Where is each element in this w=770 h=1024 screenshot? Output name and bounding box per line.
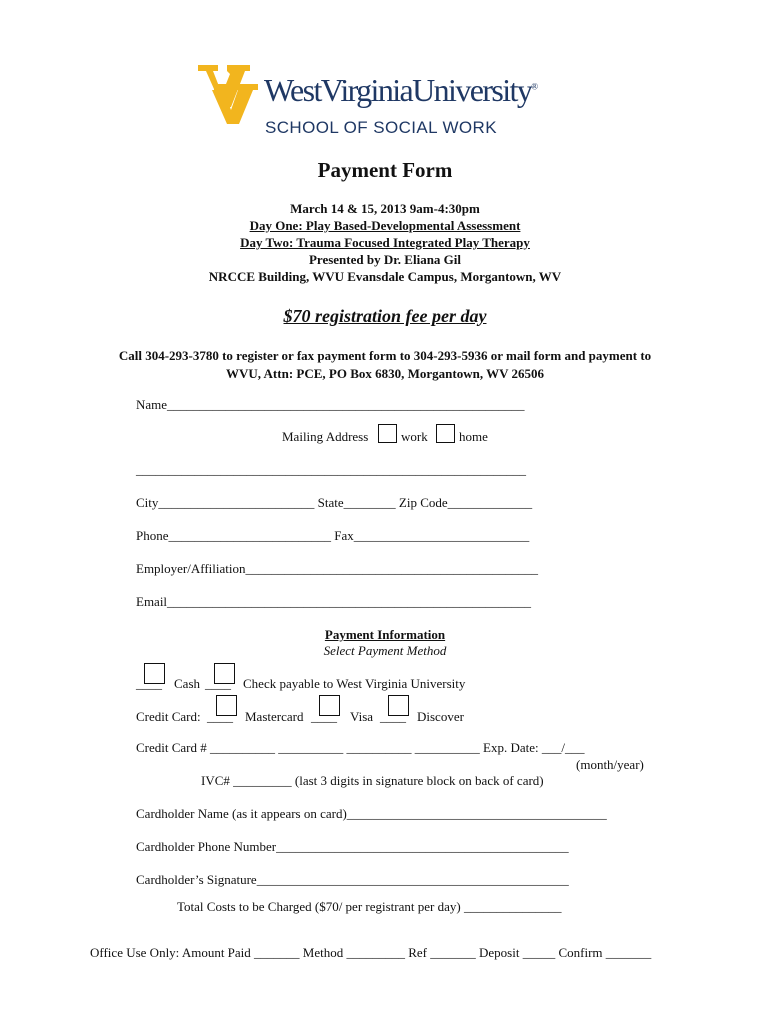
ivc-field[interactable]: IVC# _________ (last 3 digits in signature block on back of card) bbox=[201, 773, 544, 788]
cash-label: Cash bbox=[174, 676, 200, 691]
payment-subheading: Select Payment Method bbox=[323, 643, 447, 658]
visa-blank: ____ bbox=[311, 709, 337, 724]
contact-line-2: WVU, Attn: PCE, PO Box 6830, Morgantown, WV 26506 bbox=[225, 366, 545, 381]
registration-fee: $70 registration fee per day bbox=[283, 306, 487, 326]
event-day-two: Day Two: Trauma Focused Integrated Play Therapy bbox=[240, 235, 530, 250]
event-location: NRCCE Building, WVU Evansdale Campus, Morgantown, WV bbox=[208, 269, 562, 284]
check-label: Check payable to West Virginia University bbox=[243, 676, 466, 691]
wvu-wordmark: WestVirginiaUniversity® bbox=[264, 72, 539, 108]
event-dates: March 14 & 15, 2013 9am-4:30pm bbox=[290, 201, 480, 216]
cardholder-name-field[interactable]: Cardholder Name (as it appears on card)________________________________________ bbox=[136, 806, 607, 821]
mailing-address-label: Mailing Address bbox=[282, 429, 369, 444]
credit-card-label: Credit Card: bbox=[136, 709, 201, 724]
address-field[interactable]: ____________________________________________________________ bbox=[136, 462, 526, 477]
home-address-checkbox[interactable] bbox=[436, 424, 455, 443]
card-number-field[interactable]: Credit Card # __________ __________ __________ __________ Exp. Date: ___/___ bbox=[136, 740, 585, 755]
wvu-flying-wv-logo-icon bbox=[198, 62, 264, 124]
payment-heading: Payment Information bbox=[324, 627, 446, 642]
event-day-one: Day One: Play Based-Developmental Assessment bbox=[249, 218, 521, 233]
event-presenter: Presented by Dr. Eliana Gil bbox=[308, 252, 462, 267]
cardholder-signature-field[interactable]: Cardholder’s Signature________________________________________________ bbox=[136, 872, 569, 887]
total-cost-field[interactable]: Total Costs to be Charged ($70/ per registrant per day) _______________ bbox=[177, 899, 562, 914]
discover-label: Discover bbox=[417, 709, 464, 724]
cash-blank: ____ bbox=[136, 676, 162, 691]
home-label: home bbox=[459, 429, 488, 444]
name-field[interactable]: Name_______________________________________________________ bbox=[136, 397, 525, 412]
page-title: Payment Form bbox=[317, 158, 453, 182]
cardholder-phone-field[interactable]: Cardholder Phone Number_____________________________________________ bbox=[136, 839, 569, 854]
check-blank: ____ bbox=[205, 676, 231, 691]
phone-fax-field[interactable]: Phone_________________________ Fax___________________________ bbox=[136, 528, 530, 543]
city-state-zip-field[interactable]: City________________________ State________ Zip Code_____________ bbox=[136, 495, 533, 510]
expiry-hint: (month/year) bbox=[576, 757, 644, 772]
work-address-checkbox[interactable] bbox=[378, 424, 397, 443]
email-field[interactable]: Email________________________________________________________ bbox=[136, 594, 532, 609]
visa-label: Visa bbox=[350, 709, 374, 724]
school-name: SCHOOL OF SOCIAL WORK bbox=[265, 118, 497, 137]
discover-blank: ____ bbox=[380, 709, 406, 724]
contact-line-1: Call 304-293-3780 to register or fax payment form to 304-293-5936 or mail form and payment to bbox=[118, 348, 652, 363]
employer-field[interactable]: Employer/Affiliation_____________________________________________ bbox=[136, 561, 539, 576]
office-use-line: Office Use Only: Amount Paid _______ Method _________ Ref _______ Deposit _____ Confirm _______ bbox=[90, 945, 652, 960]
work-label: work bbox=[401, 429, 428, 444]
mastercard-blank: ____ bbox=[207, 709, 233, 724]
mastercard-label: Mastercard bbox=[245, 709, 304, 724]
